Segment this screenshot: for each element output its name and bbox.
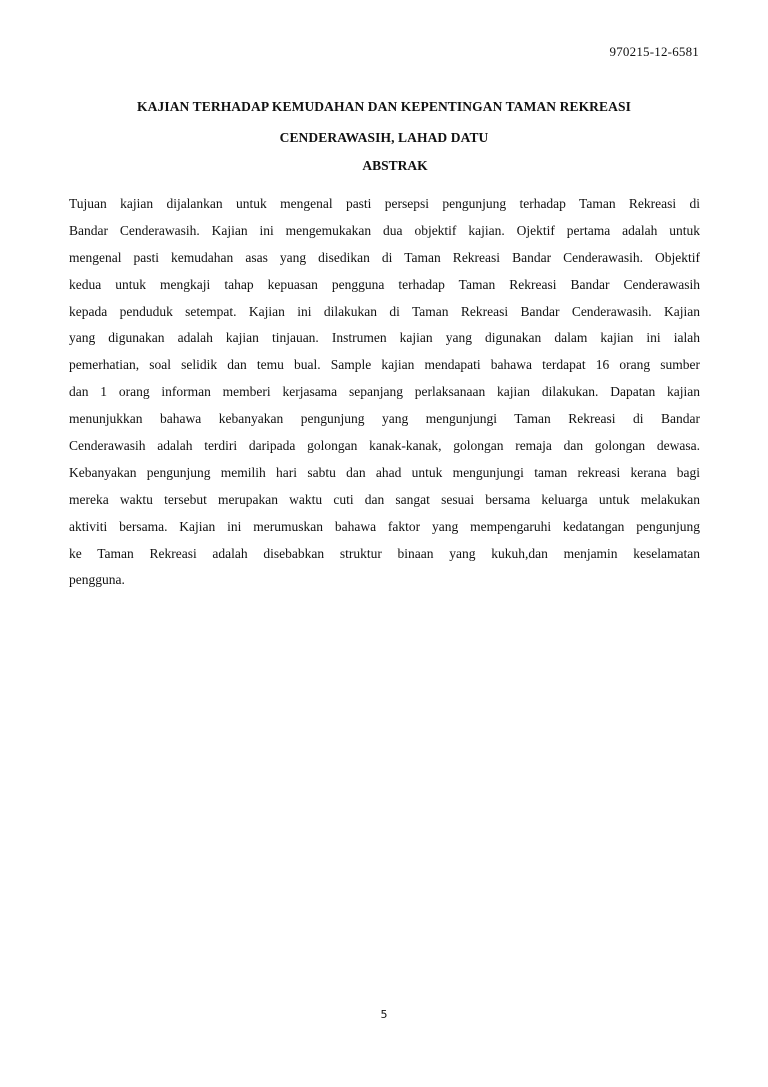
abstract-line: ke Taman Rekreasi adalah disebabkan struktur binaan yang kukuh,dan menjamin keselamatan bbox=[69, 545, 700, 561]
abstract-line: dan 1 orang informan memberi kerjasama sepanjang perlaksanaan kajian dilakukan. Dapatan kajian bbox=[69, 384, 700, 400]
title-line-2: CENDERAWASIH, LAHAD DATU bbox=[279, 130, 489, 145]
abstract-line: kepada penduduk setempat. Kajian ini dilakukan di Taman Rekreasi Bandar Cenderawasih. Kajian bbox=[69, 303, 700, 319]
abstract-line: kedua untuk mengkaji tahap kepuasan pengguna terhadap Taman Rekreasi Bandar Cenderawasih bbox=[69, 276, 700, 292]
abstract-line: pemerhatian, soal selidik dan temu bual. Sample kajian mendapati bahawa terdapat 16 orang sumber bbox=[69, 357, 700, 373]
abstract-line: Kebanyakan pengunjung memilih hari sabtu dan ahad untuk mengunjungi taman rekreasi kerana bagi bbox=[69, 464, 700, 480]
abstract-heading: ABSTRAK bbox=[362, 158, 428, 173]
abstract-line: yang digunakan adalah kajian tinjauan. Instrumen kajian yang digunakan dalam kajian ini ialah bbox=[69, 330, 700, 346]
abstract-line: mengenal pasti kemudahan asas yang disedikan di Taman Rekreasi Bandar Cenderawasih. Objektif bbox=[69, 249, 700, 265]
abstract-line: Bandar Cenderawasih. Kajian ini mengemukakan dua objektif kajian. Ojektif pertama adalah untuk bbox=[69, 222, 700, 238]
abstract-body bbox=[69, 191, 700, 594]
abstract-line: aktiviti bersama. Kajian ini merumuskan bahawa faktor yang mempengaruhi kedatangan pengunjung bbox=[69, 518, 700, 534]
document-id: 970215-12-6581 bbox=[609, 44, 699, 59]
page-title bbox=[60, 91, 708, 153]
abstract-line: Cenderawasih adalah terdiri daripada golongan kanak-kanak, golongan remaja dan golongan dewasa. bbox=[69, 438, 700, 454]
title-line-1: KAJIAN TERHADAP KEMUDAHAN DAN KEPENTINGAN TAMAN REKREASI bbox=[137, 99, 631, 114]
abstract-line: menunjukkan bahawa kebanyakan pengunjung yang mengunjungi Taman Rekreasi di Bandar bbox=[69, 411, 700, 427]
abstract-line-final: pengguna. bbox=[69, 572, 125, 588]
abstract-line: mereka waktu tersebut merupakan waktu cuti dan sangat sesuai bersama keluarga untuk melakukan bbox=[69, 491, 700, 507]
abstract-line: Tujuan kajian dijalankan untuk mengenal pasti persepsi pengunjung terhadap Taman Rekreasi di bbox=[69, 196, 700, 211]
page-number: 5 bbox=[380, 1008, 388, 1021]
